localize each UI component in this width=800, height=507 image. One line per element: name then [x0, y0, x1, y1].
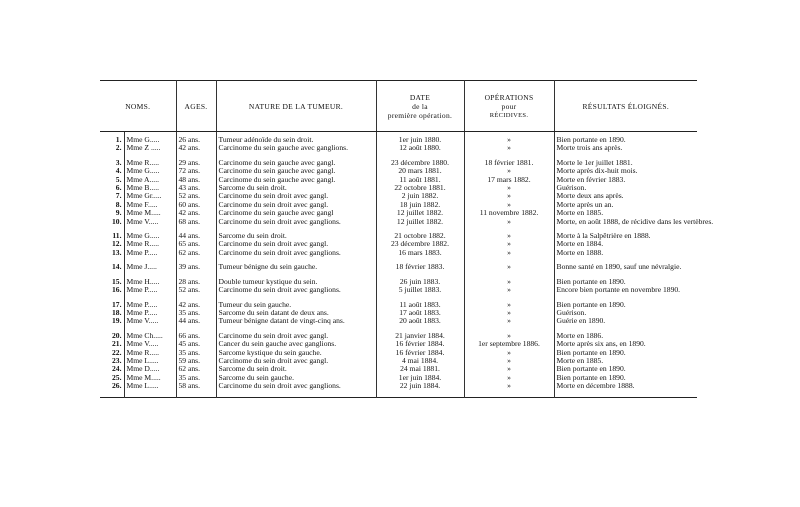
- recurrence-operation: 1er septembre 1886.: [464, 340, 554, 348]
- patient-age: 45 ans.: [176, 340, 216, 348]
- patient-name: Mme V.....: [124, 317, 176, 325]
- patient-age: 35 ans.: [176, 349, 216, 357]
- operation-date: 11 août 1883.: [376, 295, 464, 309]
- recurrence-operation: »: [464, 218, 554, 226]
- long-term-result: Morte, en août 1888, de récidive dans les vertèbres.: [554, 218, 697, 226]
- long-term-result: Morte trois ans après.: [554, 144, 697, 152]
- table-row: [100, 326, 697, 340]
- row-number: 22.: [112, 347, 122, 357]
- long-term-result: Morte en 1885.: [554, 209, 697, 217]
- tumor-nature: Tumeur adénoïde du sein droit.: [216, 132, 376, 145]
- patient-name: Mme V.....: [124, 218, 176, 226]
- recurrence-operation: »: [464, 272, 554, 286]
- patient-age: 59 ans.: [176, 357, 216, 365]
- patient-name: Mme Z .....: [124, 144, 176, 152]
- recurrence-operation: »: [464, 309, 554, 317]
- tumor-nature: Carcinome du sein droit avec gangl.: [216, 326, 376, 340]
- row-number: 10.: [112, 216, 122, 226]
- header-row: [100, 81, 697, 132]
- tumor-nature: Tumeur bénigne du sein gauche.: [216, 257, 376, 271]
- patient-name: Mme D.....: [124, 365, 176, 373]
- row-number: 17.: [112, 299, 122, 309]
- tumor-nature: Sarcome du sein datant de deux ans.: [216, 309, 376, 317]
- long-term-result: Morte à la Salpêtrière en 1888.: [554, 226, 697, 240]
- header-operations-line2: pour: [501, 101, 517, 111]
- table-row: [100, 257, 697, 271]
- patient-name: Mme V.....: [124, 340, 176, 348]
- recurrence-operation: 17 mars 1882.: [464, 176, 554, 184]
- patient-name: Mme P.....: [124, 295, 176, 309]
- tumor-nature: Carcinome du sein droit avec gangl.: [216, 240, 376, 248]
- patient-name: Mme B.....: [124, 184, 176, 192]
- patient-age: 66 ans.: [176, 326, 216, 340]
- recurrence-operation: »: [464, 382, 554, 397]
- long-term-result: Encore bien portante en novembre 1890.: [554, 286, 697, 294]
- row-number: 4.: [115, 166, 122, 176]
- table-row: [100, 295, 697, 309]
- long-term-result: Bien portante en 1890.: [554, 272, 697, 286]
- tumor-nature: Carcinome du sein gauche avec ganglions.: [216, 144, 376, 152]
- header-date-line3: première opération.: [387, 110, 453, 120]
- patient-name: Mme Gr.....: [124, 192, 176, 200]
- long-term-result: Bien portante en 1890.: [554, 132, 697, 145]
- long-term-result: Bien portante en 1890.: [554, 295, 697, 309]
- row-number: 2.: [115, 143, 122, 153]
- row-number: 25.: [112, 372, 122, 382]
- tumor-nature: Carcinome du sein gauche avec gangl.: [216, 176, 376, 184]
- row-number: 1.: [115, 135, 122, 144]
- patient-name: Mme F.....: [124, 201, 176, 209]
- patient-name: Mme M.....: [124, 209, 176, 217]
- row-number: 14.: [112, 262, 122, 272]
- long-term-result: Guérie en 1890.: [554, 317, 697, 325]
- row-number: 16.: [112, 285, 122, 295]
- operation-date: 23 décembre 1882.: [376, 240, 464, 248]
- operation-date: 20 août 1883.: [376, 317, 464, 325]
- row-number: 23.: [112, 355, 122, 365]
- table-row: [100, 153, 697, 167]
- row-number: 5.: [115, 174, 122, 184]
- recurrence-operation: 18 février 1881.: [464, 153, 554, 167]
- recurrence-operation: »: [464, 144, 554, 152]
- row-number: 19.: [112, 316, 122, 326]
- header-operations-line3: RÉCIDIVES.: [489, 111, 529, 119]
- operation-date: 12 juillet 1882.: [376, 209, 464, 217]
- tumor-nature: Carcinome du sein droit avec gangl.: [216, 192, 376, 200]
- header-date: [376, 81, 464, 132]
- patient-age: 42 ans.: [176, 144, 216, 152]
- patient-age: 28 ans.: [176, 272, 216, 286]
- operation-date: 20 mars 1881.: [376, 167, 464, 175]
- long-term-result: Bien portante en 1890.: [554, 365, 697, 373]
- row-number: 24.: [112, 364, 122, 374]
- patient-name: Mme R.....: [124, 349, 176, 357]
- row-number: 26.: [112, 381, 122, 391]
- patient-name: Mme R.....: [124, 240, 176, 248]
- table-row: [100, 272, 697, 286]
- patient-name: Mme G.....: [124, 226, 176, 240]
- header-noms: NOMS.: [100, 81, 176, 132]
- header-operations: [464, 81, 554, 132]
- tumor-nature: Tumeur du sein gauche.: [216, 295, 376, 309]
- patient-age: 72 ans.: [176, 167, 216, 175]
- tumor-nature: Carcinome du sein droit avec ganglions.: [216, 286, 376, 294]
- tumor-nature: Double tumeur kystique du sein.: [216, 272, 376, 286]
- operation-date: 5 juillet 1883.: [376, 286, 464, 294]
- operation-date: 4 mai 1884.: [376, 357, 464, 365]
- patient-age: 42 ans.: [176, 209, 216, 217]
- operation-date: 26 juin 1883.: [376, 272, 464, 286]
- operation-date: 21 janvier 1884.: [376, 326, 464, 340]
- patient-name: Mme M.....: [124, 374, 176, 382]
- patient-name: Mme R.....: [124, 153, 176, 167]
- patient-name: Mme G.....: [124, 132, 176, 145]
- patient-name: Mme Ch.....: [124, 326, 176, 340]
- header-resultats: RÉSULTATS ÉLOIGNÉS.: [554, 81, 697, 132]
- patient-name: Mme A.....: [124, 176, 176, 184]
- tumor-nature: Sarcome du sein droit.: [216, 226, 376, 240]
- patient-age: 43 ans.: [176, 184, 216, 192]
- patient-age: 35 ans.: [176, 309, 216, 317]
- patient-age: 44 ans.: [176, 226, 216, 240]
- patient-age: 68 ans.: [176, 218, 216, 226]
- recurrence-operation: »: [464, 226, 554, 240]
- operation-date: 1er juin 1880.: [376, 132, 464, 145]
- table-row: [100, 249, 697, 257]
- operation-date: 11 août 1881.: [376, 176, 464, 184]
- table-body: [100, 132, 714, 398]
- long-term-result: Morte après dix-huit mois.: [554, 167, 697, 175]
- recurrence-operation: »: [464, 167, 554, 175]
- tumor-nature: Carcinome du sein gauche avec gangl.: [216, 167, 376, 175]
- header-date-line1: DATE: [409, 92, 431, 102]
- patient-age: 60 ans.: [176, 201, 216, 209]
- tumor-nature: Carcinome du sein droit avec ganglions.: [216, 382, 376, 397]
- long-term-result: Bien portante en 1890.: [554, 374, 697, 382]
- tumor-nature: Sarcome du sein droit.: [216, 365, 376, 373]
- row-number: 20.: [112, 330, 122, 340]
- operation-date: 1er juin 1884.: [376, 374, 464, 382]
- patient-age: 39 ans.: [176, 257, 216, 271]
- long-term-result: Morte en 1885.: [554, 357, 697, 365]
- recurrence-operation: »: [464, 257, 554, 271]
- long-term-result: Morte en 1884.: [554, 240, 697, 248]
- row-number: 6.: [115, 183, 122, 193]
- patient-age: 42 ans.: [176, 295, 216, 309]
- table-row: [100, 317, 697, 325]
- long-term-result: Morte en 1886.: [554, 326, 697, 340]
- operation-date: 22 octobre 1881.: [376, 184, 464, 192]
- tumor-nature: Carcinome du sein droit avec gangl.: [216, 357, 376, 365]
- patient-name: Mme G.....: [124, 167, 176, 175]
- tumor-nature: Carcinome du sein droit avec gangl.: [216, 201, 376, 209]
- header-ages: AGES.: [176, 81, 216, 132]
- header-operations-line1: OPÉRATIONS: [484, 92, 534, 102]
- long-term-result: Morte le 1er juillet 1881.: [554, 153, 697, 167]
- recurrence-operation: »: [464, 365, 554, 373]
- tumor-nature: Cancer du sein gauche avec ganglions.: [216, 340, 376, 348]
- operation-date: 12 août 1880.: [376, 144, 464, 152]
- recurrence-operation: »: [464, 349, 554, 357]
- patient-name: Mme P.....: [124, 309, 176, 317]
- long-term-result: Morte après six ans, en 1890.: [554, 340, 697, 348]
- tumor-nature: Carcinome du sein droit avec ganglions.: [216, 218, 376, 226]
- patient-age: 62 ans.: [176, 365, 216, 373]
- operation-date: 12 juillet 1882.: [376, 218, 464, 226]
- recurrence-operation: »: [464, 240, 554, 248]
- operation-date: 16 mars 1883.: [376, 249, 464, 257]
- row-number: 13.: [112, 247, 122, 257]
- recurrence-operation: »: [464, 184, 554, 192]
- recurrence-operation: »: [464, 374, 554, 382]
- operation-date: 17 août 1883.: [376, 309, 464, 317]
- row-number: 9.: [115, 208, 122, 218]
- table-row: [100, 144, 697, 152]
- recurrence-operation: 11 novembre 1882.: [464, 209, 554, 217]
- operation-date: 18 février 1883.: [376, 257, 464, 271]
- operation-date: 21 octobre 1882.: [376, 226, 464, 240]
- row-number: 12.: [112, 239, 122, 249]
- patient-age: 62 ans.: [176, 249, 216, 257]
- row-number: 21.: [112, 339, 122, 349]
- operation-date: 22 juin 1884.: [376, 382, 464, 397]
- row-number: 8.: [115, 199, 122, 209]
- recurrence-operation: »: [464, 317, 554, 325]
- long-term-result: Guérison.: [554, 309, 697, 317]
- long-term-result: Bien portante en 1890.: [554, 349, 697, 357]
- patient-age: 65 ans.: [176, 240, 216, 248]
- patient-age: 52 ans.: [176, 286, 216, 294]
- patient-age: 52 ans.: [176, 192, 216, 200]
- tumor-nature: Sarcome du sein droit.: [216, 184, 376, 192]
- patient-name: Mme J.....: [124, 257, 176, 271]
- recurrence-operation: »: [464, 326, 554, 340]
- recurrence-operation: »: [464, 286, 554, 294]
- long-term-result: Morte après un an.: [554, 201, 697, 209]
- tumor-nature: Carcinome du sein droit avec ganglions.: [216, 249, 376, 257]
- long-term-result: Morte en février 1883.: [554, 176, 697, 184]
- header-nature: NATURE DE LA TUMEUR.: [216, 81, 376, 132]
- patient-age: 44 ans.: [176, 317, 216, 325]
- row-number: 18.: [112, 307, 122, 317]
- long-term-result: Morte deux ans après.: [554, 192, 697, 200]
- recurrence-operation: »: [464, 249, 554, 257]
- patient-age: 58 ans.: [176, 382, 216, 397]
- row-number: 3.: [115, 157, 122, 167]
- row-number: 15.: [112, 276, 122, 286]
- patient-name: Mme L.....: [124, 382, 176, 397]
- long-term-result: Bonne santé en 1890, sauf une névralgie.: [554, 257, 697, 271]
- row-number: 7.: [115, 191, 122, 201]
- patient-age: 26 ans.: [176, 132, 216, 145]
- tumor-nature: Tumeur bénigne datant de vingt-cinq ans.: [216, 317, 376, 325]
- long-term-result: Guérison.: [554, 184, 697, 192]
- table-row: [100, 226, 697, 240]
- patient-name: Mme L.....: [124, 357, 176, 365]
- patient-name: Mme P.....: [124, 249, 176, 257]
- recurrence-operation: »: [464, 295, 554, 309]
- tumor-nature: Carcinome du sein gauche avec gangl.: [216, 153, 376, 167]
- operation-date: 16 février 1884.: [376, 349, 464, 357]
- recurrence-operation: »: [464, 132, 554, 145]
- recurrence-operation: »: [464, 357, 554, 365]
- patient-name: Mme P.....: [124, 286, 176, 294]
- recurrence-operation: »: [464, 192, 554, 200]
- operation-date: 23 décembre 1880.: [376, 153, 464, 167]
- patient-name: Mme H.....: [124, 272, 176, 286]
- operation-date: 18 juin 1882.: [376, 201, 464, 209]
- operation-date: 24 mai 1881.: [376, 365, 464, 373]
- table-row: [100, 382, 697, 397]
- operation-date: 2 juin 1882.: [376, 192, 464, 200]
- long-term-result: Morte en 1888.: [554, 249, 697, 257]
- tumor-nature: Carcinome du sein gauche avec gangl: [216, 209, 376, 217]
- patient-age: 29 ans.: [176, 153, 216, 167]
- row-number: 11.: [112, 231, 122, 241]
- table-row: [100, 286, 697, 294]
- results-table: [100, 80, 714, 398]
- long-term-result: Morte en décembre 1888.: [554, 382, 697, 397]
- tumor-nature: Sarcome kystique du sein gauche.: [216, 349, 376, 357]
- table-row: [100, 218, 697, 226]
- patient-age: 35 ans.: [176, 374, 216, 382]
- recurrence-operation: »: [464, 201, 554, 209]
- patient-age: 48 ans.: [176, 176, 216, 184]
- operation-date: 16 février 1884.: [376, 340, 464, 348]
- header-date-line2: de la: [412, 101, 428, 111]
- tumor-nature: Sarcome du sein gauche.: [216, 374, 376, 382]
